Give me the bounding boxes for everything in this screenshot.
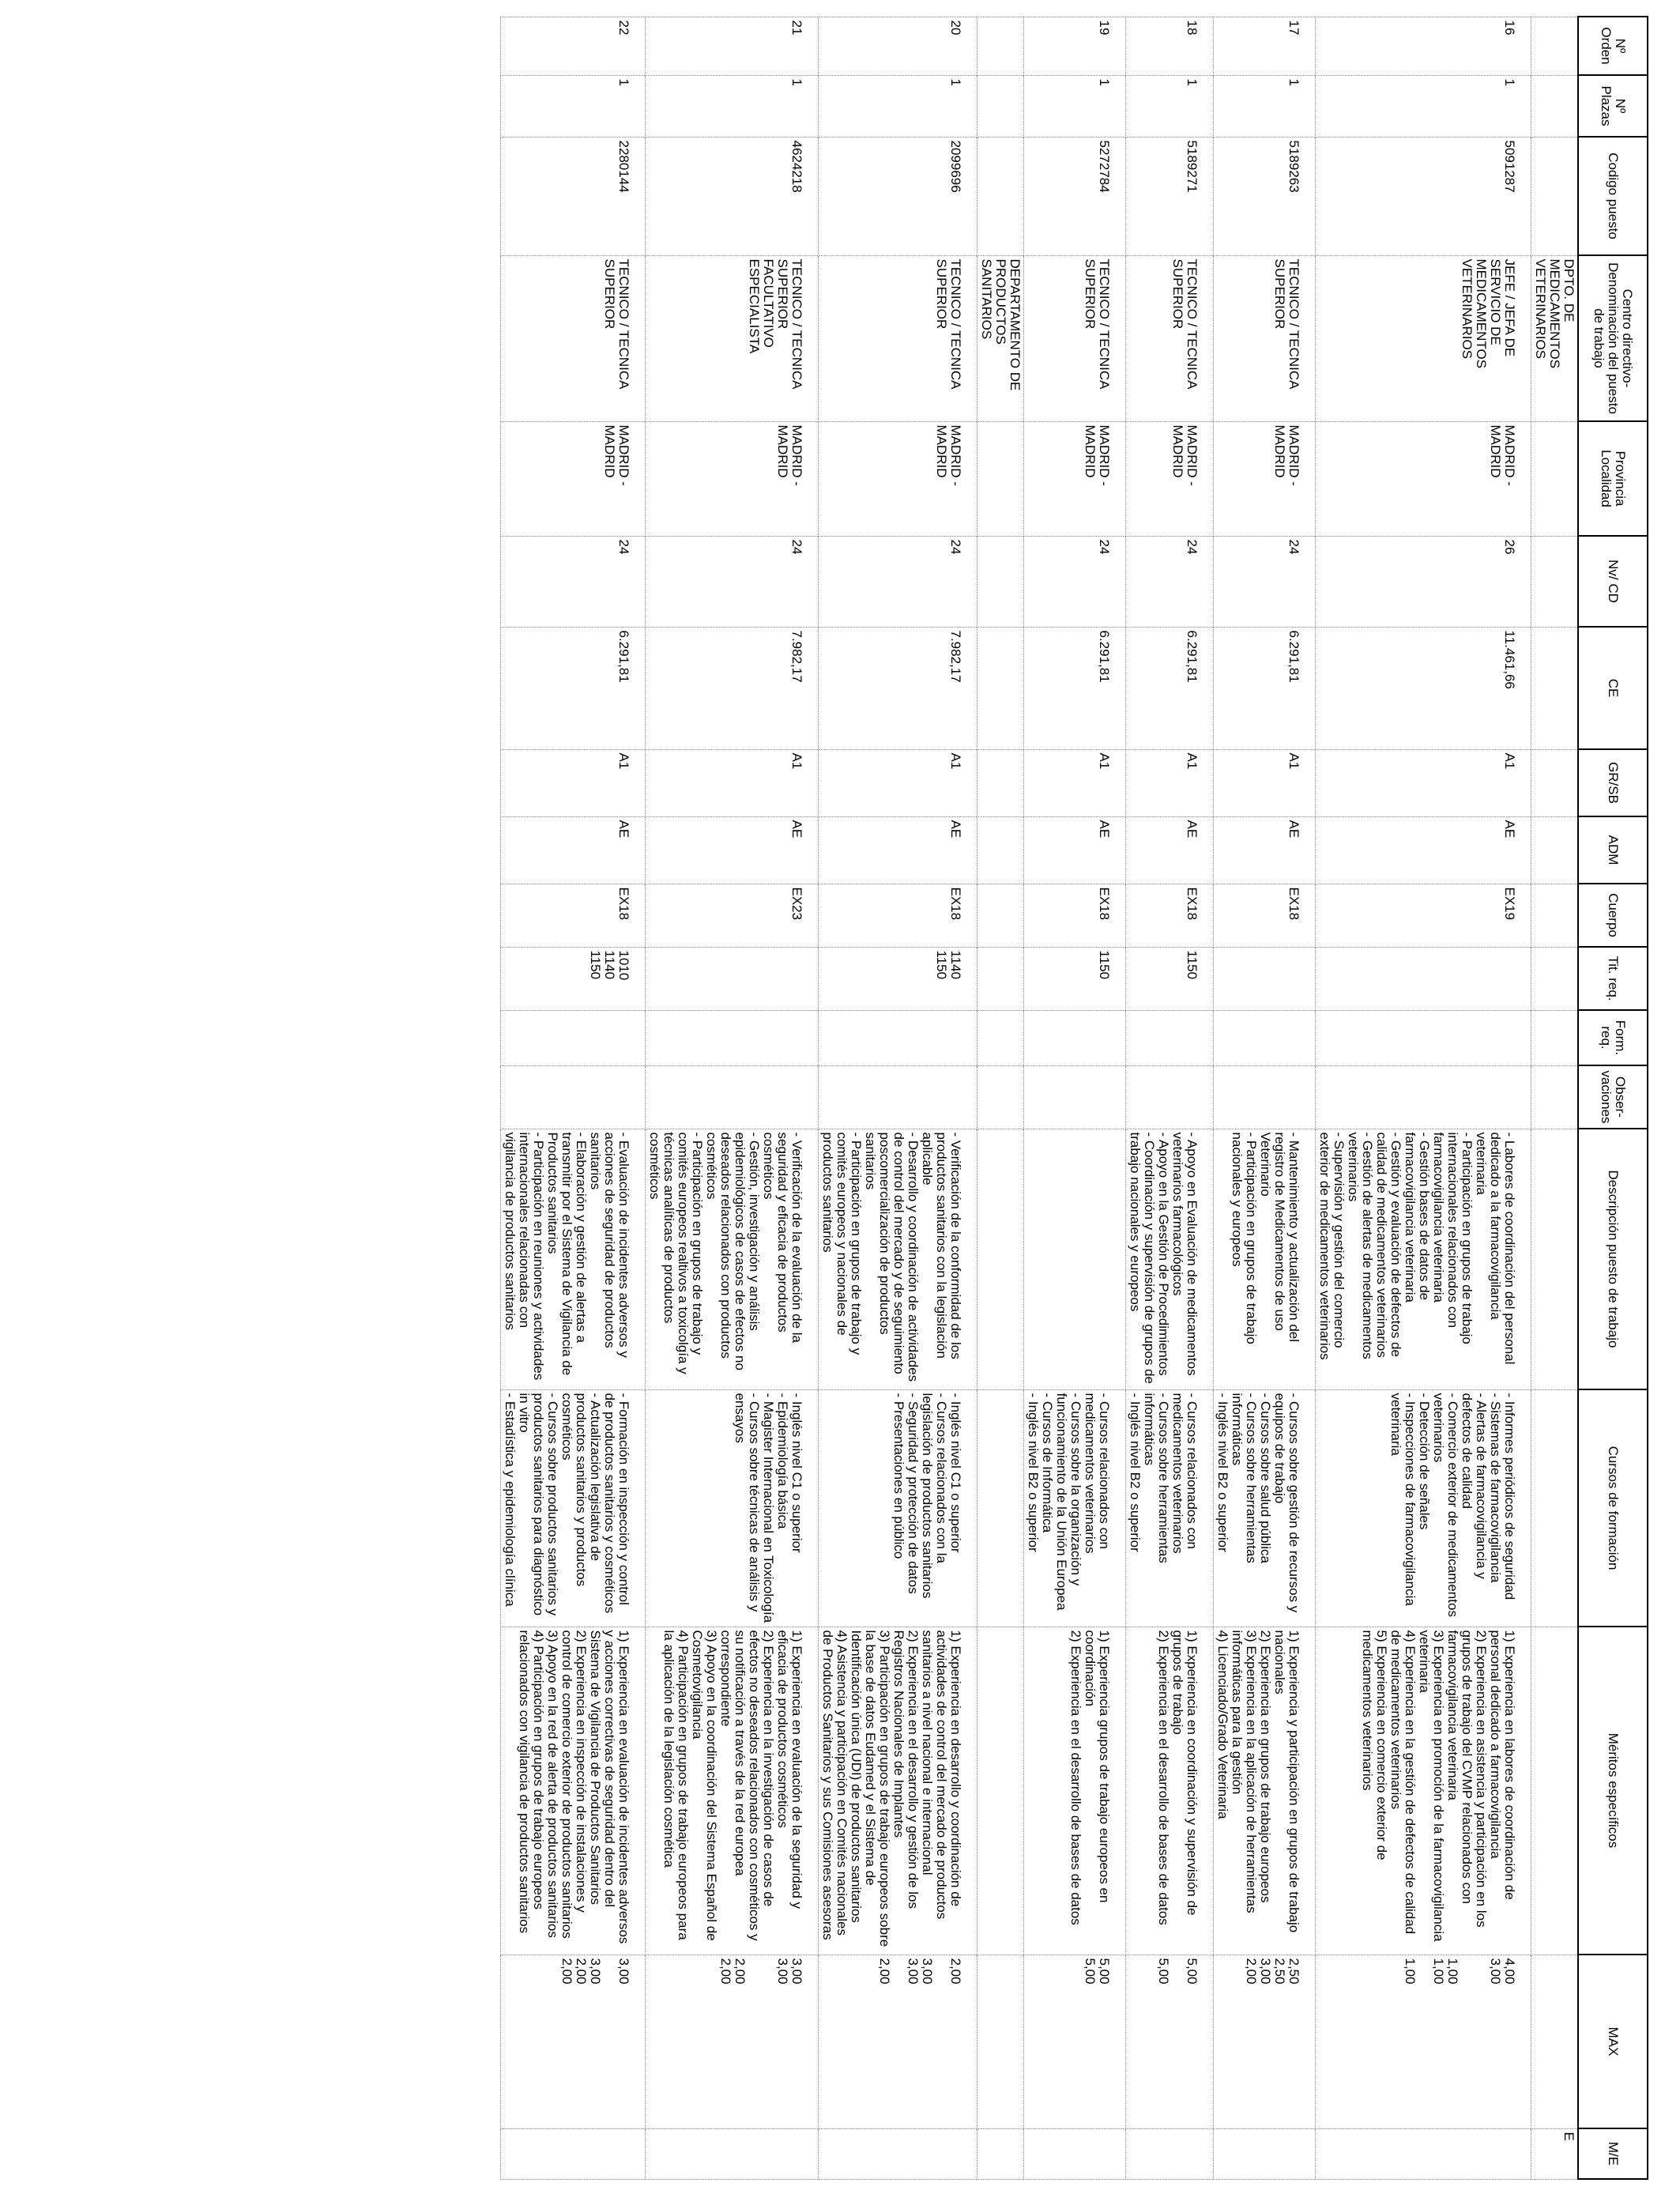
empty-cell <box>1531 1065 1579 1129</box>
max-cell: 2,00 3,00 3,00 2,00 <box>819 1955 977 2128</box>
me-cell <box>646 2128 819 2179</box>
orden-cell: 17 <box>1214 17 1316 75</box>
ce-cell: 6.291,81 <box>1126 627 1214 749</box>
meritos-cell: 1) Experiencia en evaluación de la seguridad y eficacia de productos cosméticos 2) Experiencia en la investigación de casos de efectos no deseados relacionados con cosméticos y su notificación a través de la red europea correspondiente 3) Apoyo en la coordinación del Sistema Español de Cosmetovigilancia 4) Participación en grupos de trabajo europeos para la aplicación de la legislación cosmética <box>646 1627 819 1955</box>
header-nivel: Nv/ CD <box>1578 536 1648 627</box>
header-provincia: Provincia Localidad <box>1578 421 1648 536</box>
empty-cell <box>977 137 1024 255</box>
me-cell <box>1126 2128 1214 2179</box>
cursos-cell: - Cursos relacionados con medicamentos veterinarios - Cursos sobre herramientas informáticas - Inglés nivel B2 o superior <box>1126 1389 1214 1627</box>
empty-cell <box>1531 17 1579 75</box>
header-adm: ADM <box>1578 816 1648 884</box>
plazas-cell: 1 <box>501 75 646 137</box>
max-cell: 5,00 5,00 <box>1024 1955 1126 2128</box>
me-cell <box>819 2128 977 2179</box>
ce-cell: 7.982,17 <box>646 627 819 749</box>
max-cell: 2,50 2,50 3,00 2,00 <box>1214 1955 1316 2128</box>
header-orden: Nº Orden <box>1578 17 1648 75</box>
obs-cell <box>501 1065 646 1129</box>
adm-cell: AE <box>646 816 819 884</box>
codigo-cell: 5189263 <box>1214 137 1316 255</box>
orden-cell: 21 <box>646 17 819 75</box>
tit-cell: 1140 1150 <box>819 947 977 1010</box>
tit-cell: 1150 <box>1024 947 1126 1010</box>
grsb-cell: A1 <box>1214 749 1316 816</box>
header-form: Form. req. <box>1578 1010 1648 1065</box>
empty-cell <box>1531 536 1579 627</box>
obs-cell <box>1316 1065 1531 1129</box>
tit-cell <box>1316 947 1531 1010</box>
empty-cell <box>1531 1627 1579 1955</box>
table-row <box>646 17 819 2179</box>
descripcion-cell: - Labores de coordinación del personal dedicado a la farmacovigilancia veterinaria - Participación en grupos de trabajo internacionales relacionados con farmacovigilancia veterinaria - Gestión bases de datos de farmacovigilancia veterinaria - Gestión y evaluación de defectos de calidad de medicamentos veterinarios - Gestión de alertas de medicamentos veterinarios - Supervisión y gestión del comercio exterior de medicamentos veterinarios <box>1316 1129 1531 1389</box>
puesto-cell: JEFE / JEFA DE SERVICIO DE MEDICAMENTOS VETERINARIOS <box>1316 255 1531 421</box>
empty-cell <box>977 749 1024 816</box>
empty-cell <box>977 1065 1024 1129</box>
table-row <box>819 17 977 2179</box>
form-cell <box>1126 1010 1214 1065</box>
puesto-cell: TECNICO / TECNICA SUPERIOR <box>1126 255 1214 421</box>
tit-cell: 1010 1140 1150 <box>501 947 646 1010</box>
me-cell <box>1214 2128 1316 2179</box>
descripcion-cell <box>1024 1129 1126 1389</box>
section-me-mark: E <box>1531 2128 1579 2179</box>
empty-cell <box>1531 749 1579 816</box>
section-row <box>977 17 1024 2179</box>
section-title: DPTO. DE MEDICAMENTOS VETERINARIOS <box>1531 255 1579 421</box>
meritos-cell: 1) Experiencia y participación en grupos de trabajo nacionales 2) Experiencia en grupos de trabajo europeos 3) Experiencia en la aplicación de herramientas informáticas para la gestión 4) Licenciado/Grado Veterinaria <box>1214 1627 1316 1955</box>
empty-cell <box>977 1955 1024 2128</box>
empty-cell <box>977 1129 1024 1389</box>
cuerpo-cell: EX18 <box>1024 884 1126 947</box>
plazas-cell: 1 <box>1214 75 1316 137</box>
table-row <box>1024 17 1126 2179</box>
empty-cell <box>977 75 1024 137</box>
header-grsb: GR/SB <box>1578 749 1648 816</box>
header-tit: Tit. req. <box>1578 947 1648 1010</box>
nivel-cell: 26 <box>1316 536 1531 627</box>
empty-cell <box>1531 884 1579 947</box>
form-cell <box>1024 1010 1126 1065</box>
nivel-cell: 24 <box>1024 536 1126 627</box>
table-row <box>1126 17 1214 2179</box>
codigo-cell: 4624218 <box>646 137 819 255</box>
orden-cell: 20 <box>819 17 977 75</box>
provincia-cell: MADRID - MADRID <box>1126 421 1214 536</box>
max-cell: 3,00 3,00 2,00 2,00 <box>646 1955 819 2128</box>
section-row <box>1531 17 1579 2179</box>
form-cell <box>819 1010 977 1065</box>
cursos-cell: - Cursos sobre gestión de recursos y equipos de trabajo - Cursos sobre salud pública - Cursos sobre herramientas informáticas - Inglés nivel B2 o superior <box>1214 1389 1316 1627</box>
orden-cell: 16 <box>1316 17 1531 75</box>
ce-cell: 11.461,66 <box>1316 627 1531 749</box>
empty-cell <box>977 1627 1024 1955</box>
header-cursos: Cursos de formación <box>1578 1389 1648 1627</box>
cuerpo-cell: EX18 <box>1214 884 1316 947</box>
me-cell <box>1024 2128 1126 2179</box>
empty-cell <box>1531 627 1579 749</box>
descripcion-cell: - Apoyo en Evaluación de medicamentos veterinarios farmacológicos - Apoyo en la Gestión de Procedimientos - Coordinación y supervisión de grupos de trabajo nacionales y europeos <box>1126 1129 1214 1389</box>
empty-cell <box>977 884 1024 947</box>
ce-cell: 6.291,81 <box>1214 627 1316 749</box>
grsb-cell: A1 <box>646 749 819 816</box>
grsb-cell: A1 <box>1126 749 1214 816</box>
header-obs: Obser- vaciones <box>1578 1065 1648 1129</box>
puesto-cell: TECNICO / TECNICA SUPERIOR <box>501 255 646 421</box>
nivel-cell: 24 <box>1214 536 1316 627</box>
obs-cell <box>1024 1065 1126 1129</box>
puesto-cell: TECNICO / TECNICA SUPERIOR <box>1214 255 1316 421</box>
form-cell <box>1316 1010 1531 1065</box>
cuerpo-cell: EX18 <box>1126 884 1214 947</box>
codigo-cell: 2280144 <box>501 137 646 255</box>
empty-cell <box>977 947 1024 1010</box>
form-cell <box>1214 1010 1316 1065</box>
table-body <box>501 17 1579 2179</box>
max-cell: 5,00 5,00 <box>1126 1955 1214 2128</box>
obs-cell <box>646 1065 819 1129</box>
header-centro: Centro directivo- Denominación del puesto de trabajo <box>1578 255 1648 421</box>
me-cell <box>1316 2128 1531 2179</box>
empty-cell <box>1531 1129 1579 1389</box>
orden-cell: 22 <box>501 17 646 75</box>
plazas-cell: 1 <box>1316 75 1531 137</box>
plazas-cell: 1 <box>646 75 819 137</box>
puesto-cell: TECNICO / TECNICA SUPERIOR <box>819 255 977 421</box>
table-row <box>1214 17 1316 2179</box>
header-cuerpo: Cuerpo <box>1578 884 1648 947</box>
adm-cell: AE <box>1316 816 1531 884</box>
header-max: MAX <box>1578 1955 1648 2128</box>
max-cell: 3,00 3,00 2,00 2,00 <box>501 1955 646 2128</box>
provincia-cell: MADRID - MADRID <box>1024 421 1126 536</box>
descripcion-cell: - Evaluación de incidentes adversos y acciones de seguridad de productos sanitarios - Elaboración y gestión de alertas a transmitir por el Sistema de Vigilancia de Productos sanitarios - Participación en reuniones y actividades internacionales relacionadas con vigilancia de productos sanitarios <box>501 1129 646 1389</box>
provincia-cell: MADRID - MADRID <box>501 421 646 536</box>
empty-cell <box>1531 1955 1579 2128</box>
empty-cell <box>977 627 1024 749</box>
header-meritos: Méritos específicos <box>1578 1627 1648 1955</box>
form-cell <box>501 1010 646 1065</box>
nivel-cell: 24 <box>1126 536 1214 627</box>
provincia-cell: MADRID - MADRID <box>646 421 819 536</box>
tit-cell <box>646 947 819 1010</box>
plazas-cell: 1 <box>819 75 977 137</box>
table-row <box>1316 17 1531 2179</box>
meritos-cell: 1) Experiencia en desarrollo y coordinación de actividades de control del mercado de productos sanitarios a nivel nacional e internacional 2) Experiencia en el desarrollo y gestión de los Registros Nacionales de Implantes 3) Participación en grupos de trabajo europeos sobre la base de datos Eudamed y el Sistema de Identificación única (UDI) de productos sanitarios 4) Asistencia y participación en Comités nacionales de Productos Sanitarios y sus Comisiones asesoras <box>819 1627 977 1955</box>
cursos-cell: - Cursos relacionados con medicamentos veterinarios - Cursos sobre la organización y funcionamiento de la Unión Europea - Cursos de Informática - Inglés nivel B2 o superior <box>1024 1389 1126 1627</box>
descripcion-cell: - Mantenimiento y actualización del registro de Medicamentos de uso Veterinario - Participación en grupos de trabajo nacionales y europeos <box>1214 1129 1316 1389</box>
provincia-cell: MADRID - MADRID <box>1316 421 1531 536</box>
grsb-cell: A1 <box>819 749 977 816</box>
cursos-cell: - Inglés nivel C1 o superior - Epidemiología básica - Magister Internacional en Toxicología - Cursos sobre técnicas de análisis y ensayos <box>646 1389 819 1627</box>
empty-cell <box>1531 816 1579 884</box>
header-codigo: Codigo puesto <box>1578 137 1648 255</box>
puesto-cell: TECNICO / TECNICA SUPERIOR <box>1024 255 1126 421</box>
cuerpo-cell: EX19 <box>1316 884 1531 947</box>
provincia-cell: MADRID - MADRID <box>1214 421 1316 536</box>
header-descripcion: Descripción puesto de trabajo <box>1578 1129 1648 1389</box>
meritos-cell: 1) Experiencia en coordinación y supervisión de grupos de trabajo 2) Experiencia en el desarrollo de bases de datos <box>1126 1627 1214 1955</box>
obs-cell <box>1214 1065 1316 1129</box>
cuerpo-cell: EX18 <box>501 884 646 947</box>
cursos-cell: - Inglés nivel C1 o superior - Cursos relacionados con la legislación de productos sanitarios - Seguridad y protección de datos - Presentaciones en público <box>819 1389 977 1627</box>
header-ce: CE <box>1578 627 1648 749</box>
me-cell <box>501 2128 646 2179</box>
section-title: DEPARTAMENTO DE PRODUCTOS SANITARIOS <box>977 255 1024 421</box>
nivel-cell: 24 <box>819 536 977 627</box>
ce-cell: 7.982,17 <box>819 627 977 749</box>
empty-cell <box>977 1010 1024 1065</box>
adm-cell: AE <box>1024 816 1126 884</box>
empty-cell <box>977 421 1024 536</box>
adm-cell: AE <box>501 816 646 884</box>
plazas-cell: 1 <box>1024 75 1126 137</box>
header-me: M/E <box>1578 2128 1648 2179</box>
codigo-cell: 5091287 <box>1316 137 1531 255</box>
orden-cell: 19 <box>1024 17 1126 75</box>
empty-cell <box>1531 1389 1579 1627</box>
empty-cell <box>977 816 1024 884</box>
meritos-cell: 1) Experiencia en evaluación de incidentes adversos y acciones correctivas de seguridad dentro del Sistema de Vigilancia de Productos Sanitarios 2) Experiencia en inspección de instalaciones y control de comercio exterior de productos sanitarios 3) Apoyo en la red de alerta de productos sanitarios 4) Participación en grupos de trabajo europeos relacionados con vigilancia de productos sanitarios <box>501 1627 646 1955</box>
empty-cell <box>1531 421 1579 536</box>
codigo-cell: 5272784 <box>1024 137 1126 255</box>
codigo-cell: 5189271 <box>1126 137 1214 255</box>
tit-cell: 1150 <box>1126 947 1214 1010</box>
table-row <box>501 17 646 2179</box>
provincia-cell: MADRID - MADRID <box>819 421 977 536</box>
puestos-table <box>500 16 1648 2180</box>
empty-cell <box>977 17 1024 75</box>
nivel-cell: 24 <box>646 536 819 627</box>
meritos-cell: 1) Experiencia grupos de trabajo europeos en coordinación 2) Experiencia en el desarrollo de bases de datos <box>1024 1627 1126 1955</box>
tit-cell <box>1214 947 1316 1010</box>
obs-cell <box>1126 1065 1214 1129</box>
header-plazas: Nº Plazas <box>1578 75 1648 137</box>
grsb-cell: A1 <box>501 749 646 816</box>
obs-cell <box>819 1065 977 1129</box>
empty-cell <box>977 536 1024 627</box>
puesto-cell: TECNICO / TECNICA SUPERIOR FACULTATIVO ESPECIALISTA <box>646 255 819 421</box>
empty-cell <box>1531 947 1579 1010</box>
empty-cell <box>977 1389 1024 1627</box>
descripcion-cell: - Verificación de la evaluación de la seguridad y eficacia de productos cosméticos - Gestión, investigación y análisis epidemiológicos de casos de efectos no deseados relacionados con productos cosméticos - Participación en grupos de trabajo y comités europeos realtivos a toxicolgía y técnicas analíticas de productos cosméticos <box>646 1129 819 1389</box>
orden-cell: 18 <box>1126 17 1214 75</box>
empty-cell <box>1531 137 1579 255</box>
descripcion-cell: - Verificación de la conformidad de los productos sanitarios con la legislación aplicable - Desarrollo y coordinación de actividades de control del mercado y de seguimiento poscomercialización de productos sanitarios - Participación en grupos de trabajo y comités europeos y nacionales de productos sanitarios <box>819 1129 977 1389</box>
cursos-cell: - Formación en inspección y control de productos sanitarios y cosméticos - Actualización legislativa de productos sanitarios y productos cosméticos - Cursos sobre productos sanitarios y productos sanitarios para diagnóstico in vitro - Estadística y epidemiología clínica <box>501 1389 646 1627</box>
empty-cell <box>1531 1010 1579 1065</box>
adm-cell: AE <box>1126 816 1214 884</box>
codigo-cell: 2099696 <box>819 137 977 255</box>
cursos-cell: - Informes periódicos de seguridad - Sistemas de farmacovigilancia - Alertas de farmacovigilancia y defectos de calidad - Comercio exterior de medicamentos veterinarios - Detección de señales - Inspecciones de farmacovigilancia veterinaria <box>1316 1389 1531 1627</box>
plazas-cell: 1 <box>1126 75 1214 137</box>
nivel-cell: 24 <box>501 536 646 627</box>
cuerpo-cell: EX18 <box>819 884 977 947</box>
ce-cell: 6.291,81 <box>501 627 646 749</box>
header-row <box>1578 17 1648 2179</box>
adm-cell: AE <box>819 816 977 884</box>
grsb-cell: A1 <box>1024 749 1126 816</box>
cuerpo-cell: EX23 <box>646 884 819 947</box>
grsb-cell: A1 <box>1316 749 1531 816</box>
empty-cell <box>1531 75 1579 137</box>
adm-cell: AE <box>1214 816 1316 884</box>
max-cell: 4,00 3,00 1,00 1,00 1,00 <box>1316 1955 1531 2128</box>
ce-cell: 6.291,81 <box>1024 627 1126 749</box>
form-cell <box>646 1010 819 1065</box>
meritos-cell: 1) Experiencia en labores de coordinación de personal dedicado a farmacovigilancia 2) Experiencia en asistencia y participación en los grupos de trabajo del CVMP relacionados con farmacovigilancia veterinaria 3) Experiencia en promoción de la farmacovigilancia veterinaria 4) Experiencia en la gestión de defectos de calidad de medicamentos veterinarios 5) Experiencia en comercio exterior de medicamentos veterinarios <box>1316 1627 1531 1955</box>
section-me-mark <box>977 2128 1024 2179</box>
